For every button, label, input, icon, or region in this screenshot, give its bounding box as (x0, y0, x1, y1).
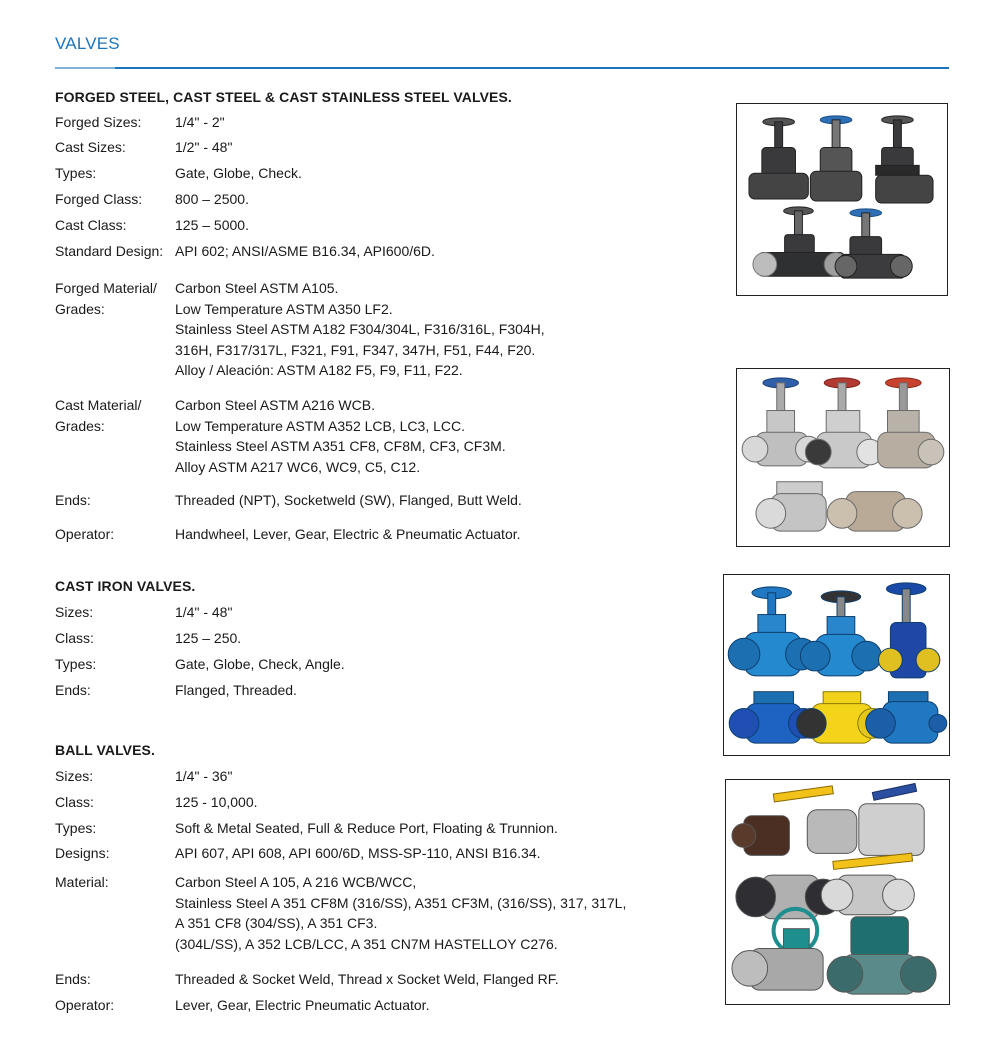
section-heading-forged-cast-steel: FORGED STEEL, CAST STEEL & CAST STAINLESS STEEL VALVES. (55, 89, 512, 105)
spec-label: Types: (55, 656, 97, 672)
forged-valves-illustration (737, 104, 947, 295)
spec-value: Gate, Globe, Check, Angle. (175, 656, 345, 672)
spec-value: Carbon Steel A 105, A 216 WCB/WCC, Stainless Steel A 351 CF8M (316/SS), A351 CF3M, (316/SS), 317, 317L, A 351 CF8 (304/SS), A 351 CF3. (304L/SS), A 352 LCB/LCC, A 351 CN7M HASTELLOY C276. (175, 874, 627, 952)
spec-label: Cast Class: (55, 217, 127, 233)
spec-value: Soft & Metal Seated, Full & Reduce Port, Floating & Trunnion. (175, 820, 558, 836)
title-divider (55, 67, 949, 69)
spec-value: Threaded & Socket Weld, Thread x Socket Weld, Flanged RF. (175, 971, 559, 987)
spec-value: 1/4" - 36" (175, 768, 233, 784)
ball-valves-illustration (726, 780, 949, 1004)
spec-label: Sizes: (55, 604, 94, 620)
spec-label: Ends: (55, 971, 91, 987)
section-heading-cast-iron: CAST IRON VALVES. (55, 578, 196, 594)
spec-value: Carbon Steel ASTM A105. Low Temperature ASTM A350 LF2. Stainless Steel ASTM A182 F304/304L, F316/316L, F304H, 316H, F317/317L, F321, F91, F347, 347H, F51, F44, F20. Alloy / Aleación: ASTM A182 F5, F9, F11, F22. (175, 280, 545, 378)
spec-value: 125 – 5000. (175, 217, 249, 233)
spec-value: Flanged, Threaded. (175, 682, 297, 698)
spec-value: 1/4" - 48" (175, 604, 233, 620)
cast-iron-valves-illustration (724, 575, 949, 755)
spec-label: Cast Material/ Grades: (55, 397, 142, 434)
spec-label: Standard Design: (55, 243, 164, 259)
spec-label: Forged Material/ Grades: (55, 280, 157, 317)
spec-label: Material: (55, 874, 109, 890)
ball-valves-photo (725, 779, 950, 1005)
cast-iron-valves-photo (723, 574, 950, 756)
spec-label: Class: (55, 794, 94, 810)
spec-value: Carbon Steel ASTM A216 WCB. Low Temperature ASTM A352 LCB, LC3, LCC. Stainless Steel ASTM A351 CF8, CF8M, CF3, CF3M. Alloy ASTM A217 WC6, WC9, C5, C12. (175, 397, 506, 475)
cast-valves-illustration (737, 369, 949, 546)
spec-label: Designs: (55, 845, 110, 861)
spec-value: API 602; ANSI/ASME B16.34, API600/6D. (175, 243, 435, 259)
spec-value: 125 – 250. (175, 630, 242, 646)
spec-label: Types: (55, 165, 97, 181)
spec-value: Threaded (NPT), Socketweld (SW), Flanged, Butt Weld. (175, 492, 522, 508)
spec-label: Sizes: (55, 768, 94, 784)
cast-steel-valves-photo (736, 368, 950, 547)
spec-label: Types: (55, 820, 97, 836)
spec-value: Handwheel, Lever, Gear, Electric & Pneumatic Actuator. (175, 526, 521, 542)
spec-value: Lever, Gear, Electric Pneumatic Actuator. (175, 997, 430, 1013)
spec-value: 800 – 2500. (175, 191, 249, 207)
spec-label: Ends: (55, 682, 91, 698)
spec-label: Forged Sizes: (55, 114, 142, 130)
spec-value: Gate, Globe, Check. (175, 165, 302, 181)
spec-value: 1/2" - 48" (175, 139, 233, 155)
spec-label: Operator: (55, 526, 115, 542)
forged-steel-valves-photo (736, 103, 948, 296)
spec-label: Class: (55, 630, 94, 646)
spec-label: Operator: (55, 997, 115, 1013)
title-divider-accent (55, 67, 115, 69)
spec-label: Ends: (55, 492, 91, 508)
spec-value: 125 - 10,000. (175, 794, 258, 810)
spec-label: Cast Sizes: (55, 139, 126, 155)
spec-value: 1/4" - 2" (175, 114, 225, 130)
page-title: VALVES (55, 34, 120, 53)
section-heading-ball-valves: BALL VALVES. (55, 742, 155, 758)
spec-value: API 607, API 608, API 600/6D, MSS-SP-110, ANSI B16.34. (175, 845, 541, 861)
spec-label: Forged Class: (55, 191, 143, 207)
